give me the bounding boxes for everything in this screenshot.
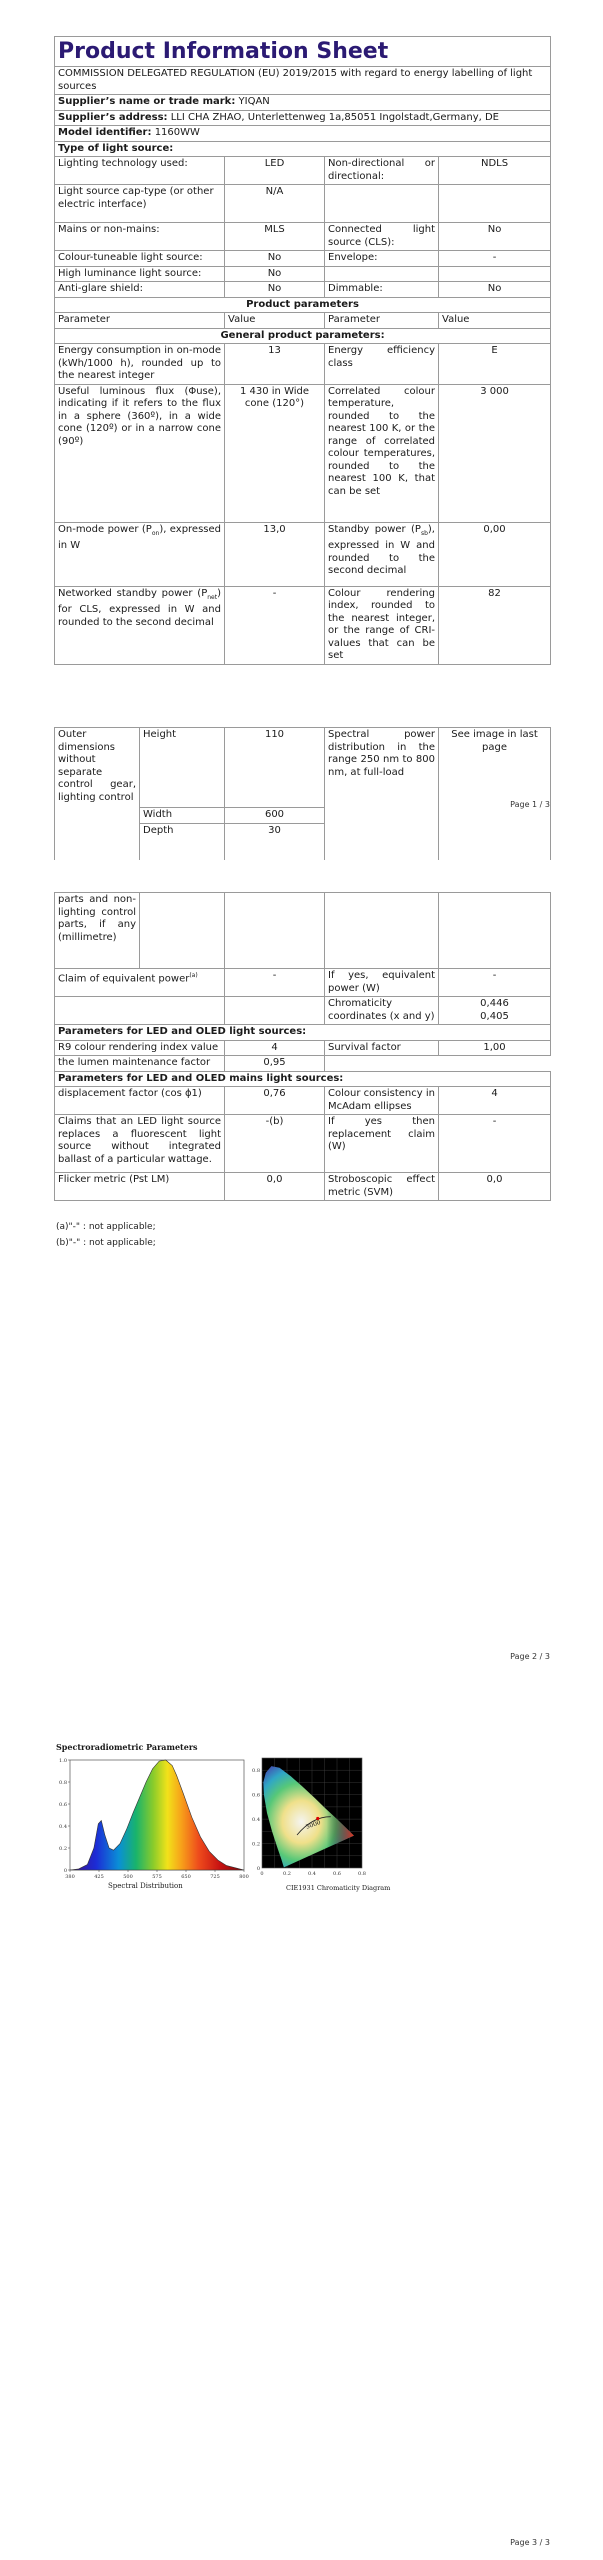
- cap-type-label: Light source cap-type (or other electric interface): [55, 185, 225, 223]
- cie-y-tick-label: 0: [256, 1866, 260, 1872]
- footnote-b: (b)"-" : not applicable;: [56, 1238, 156, 1248]
- consistency-value: 4: [439, 1087, 551, 1115]
- cls-value: No: [439, 223, 551, 251]
- equiv-power-label-text: Claim of equivalent power: [58, 973, 190, 985]
- survival-label: Survival factor: [325, 1040, 439, 1056]
- supplier-value: YIQAN: [238, 96, 270, 107]
- r9-value: 4: [225, 1040, 325, 1056]
- lumen-maint-value: 0,95: [225, 1056, 325, 1072]
- address-row: [55, 110, 551, 126]
- dimensions-table: [54, 727, 551, 864]
- anti-glare-label: Anti-glare shield:: [55, 282, 225, 298]
- energy-label: Energy consumption in on-mode (kWh/1000 h), rounded up to the nearest integer: [55, 344, 225, 385]
- page-2: [0, 860, 603, 1680]
- strobo-value: 0,0: [439, 1173, 551, 1201]
- empty-cell: [325, 266, 439, 282]
- footnote-a: (a)"-" : not applicable;: [56, 1222, 156, 1232]
- address-label: Supplier’s address:: [58, 111, 168, 123]
- x-tick-label: 425: [94, 1874, 104, 1880]
- lighting-tech-value: LED: [225, 157, 325, 185]
- empty-cell: [225, 893, 325, 969]
- chroma-label: Chromaticity coordinates (x and y): [325, 997, 439, 1025]
- supplier-label: Supplier’s name or trade mark:: [58, 96, 236, 107]
- onmode-label-b: ), expressed in W: [58, 523, 222, 551]
- regulation-text: COMMISSION DELEGATED REGULATION (EU) 2019/2015 with regard to energy labelling of light sources: [55, 67, 551, 95]
- colour-tune-value: No: [225, 251, 325, 267]
- cie-y-tick-label: 0.4: [252, 1817, 260, 1824]
- model-label: Model identifier:: [58, 127, 152, 138]
- cie-caption: CIE1931 Chromaticity Diagram: [286, 1884, 391, 1892]
- sheet-title: Product Information Sheet: [55, 37, 551, 67]
- standby-label-b: ), expressed in W and rounded to the second decimal: [328, 523, 435, 576]
- efficiency-class-label: Energy efficiency class: [325, 344, 439, 385]
- standby-value: 0,00: [439, 522, 551, 586]
- y-tick-label: 0.2: [59, 1846, 67, 1852]
- chromaticity-point-label: 3000: [304, 1819, 322, 1831]
- height-value: 110: [225, 728, 325, 808]
- model-row: [55, 126, 551, 142]
- dimmable-label: Dimmable:: [325, 282, 439, 298]
- cls-label: Connected light source (CLS):: [325, 223, 439, 251]
- networked-value: -: [225, 586, 325, 664]
- cie-x-tick-label: 0.6: [333, 1871, 341, 1877]
- y-tick-label: 0.6: [59, 1802, 67, 1808]
- consistency-label: Colour consistency in McAdam ellipses: [325, 1087, 439, 1115]
- empty-cell: [140, 893, 225, 969]
- cie-x-tick-label: 0.8: [358, 1871, 366, 1877]
- onmode-value: 13,0: [225, 522, 325, 586]
- cct-value: 3 000: [439, 384, 551, 522]
- y-tick-label: 0.8: [59, 1780, 67, 1786]
- type-heading: Type of light source:: [55, 141, 551, 157]
- page-number-3: Page 3 / 3: [510, 2538, 550, 2547]
- x-tick-label: 500: [123, 1874, 133, 1880]
- product-params-heading: Product parameters: [55, 297, 551, 313]
- flux-value: 1 430 in Wide cone (120°): [225, 384, 325, 522]
- displacement-label: displacement factor (cos ϕ1): [55, 1087, 225, 1115]
- cap-type-value: N/A: [225, 185, 325, 223]
- dimmable-value: No: [439, 282, 551, 298]
- flicker-value: 0,0: [225, 1173, 325, 1201]
- page-3: [0, 1720, 603, 2560]
- y-tick-label: 0: [63, 1868, 67, 1874]
- cct-label: Correlated colour temperature, rounded to the nearest 100 K, or the range of correlated colour temperatures, rounded to the nearest 100 K, that can be set: [325, 384, 439, 522]
- x-tick-label: 380: [65, 1874, 75, 1880]
- spectro-title: Spectroradiometric Parameters: [56, 1742, 198, 1752]
- col-header-value-2: Value: [439, 313, 551, 329]
- cri-value: 82: [439, 586, 551, 664]
- spectral-distribution-chart: [52, 1754, 252, 1884]
- chroma-x: 0,446: [480, 998, 509, 1009]
- supplier-row: [55, 95, 551, 111]
- colour-tune-label: Colour-tuneable light source:: [55, 251, 225, 267]
- info-table-page2: [54, 892, 551, 1201]
- displacement-value: 0,76: [225, 1087, 325, 1115]
- spd-value: See image in last page: [439, 728, 551, 864]
- envelope-value: -: [439, 251, 551, 267]
- high-lum-label: High luminance light source:: [55, 266, 225, 282]
- lighting-tech-label: Lighting technology used:: [55, 157, 225, 185]
- empty-cell: [439, 1056, 551, 1072]
- dimensions-continued: parts and non-lighting control parts, if any (millimetre): [55, 893, 140, 969]
- cie-axes: [252, 1758, 366, 1877]
- spectral-area: [70, 1760, 244, 1870]
- col-header-parameter-2: Parameter: [325, 313, 439, 329]
- col-header-parameter: Parameter: [55, 313, 225, 329]
- page-number-1: Page 1 / 3: [510, 800, 550, 809]
- lumen-maint-label: the lumen maintenance factor: [55, 1056, 225, 1072]
- cie-y-tick-label: 0.8: [252, 1768, 260, 1775]
- depth-value: 30: [225, 823, 325, 863]
- flux-label: Useful luminous flux (Φuse), indicating if it refers to the flux in a sphere (360º), in a wide cone (120º) or in a narrow cone (90º): [55, 384, 225, 522]
- col-header-value: Value: [225, 313, 325, 329]
- equiv-watt-label: If yes, equivalent power (W): [325, 969, 439, 997]
- spectral-caption: Spectral Distribution: [108, 1882, 183, 1890]
- address-value: LLI CHA ZHAO, Unterlettenweg 1a,85051 Ingolstadt,Germany, DE: [170, 111, 499, 123]
- claims-label: Claims that an LED light source replaces a fluorescent light source without integrated ballast of a particular wattage.: [55, 1115, 225, 1173]
- chroma-values: [439, 997, 551, 1025]
- standby-label: [325, 522, 439, 586]
- onmode-label-a: On-mode power (P: [58, 523, 152, 535]
- onmode-label-sub: on: [151, 529, 160, 537]
- networked-label-a: Networked standby power (P: [58, 587, 208, 599]
- cie-y-tick-label: 0.6: [252, 1792, 260, 1799]
- height-label: Height: [140, 728, 225, 808]
- led-params-heading: Parameters for LED and OLED light sources:: [55, 1025, 551, 1041]
- page-number-2: Page 2 / 3: [510, 1652, 550, 1661]
- envelope-label: Envelope:: [325, 251, 439, 267]
- spd-label: Spectral power distribution in the range 250 nm to 800 nm, at full-load: [325, 728, 439, 864]
- width-label: Width: [140, 808, 225, 824]
- standby-label-a: Standby power (P: [328, 523, 421, 535]
- empty-cell: [55, 997, 225, 1025]
- page-1: [0, 0, 603, 836]
- cie-x-tick-label: 0: [260, 1871, 264, 1877]
- x-tick-label: 650: [181, 1874, 191, 1880]
- y-tick-label: 1.0: [59, 1758, 67, 1764]
- empty-cell: [325, 185, 439, 223]
- x-tick-label: 575: [152, 1874, 162, 1880]
- empty-cell: [325, 893, 439, 969]
- efficiency-class-value: E: [439, 344, 551, 385]
- networked-label: [55, 586, 225, 664]
- high-lum-value: No: [225, 266, 325, 282]
- model-value: 1160WW: [154, 127, 200, 138]
- anti-glare-value: No: [225, 282, 325, 298]
- survival-value: 1,00: [439, 1040, 551, 1056]
- equiv-watt-value: -: [439, 969, 551, 997]
- mains-params-heading: Parameters for LED and OLED mains light sources:: [55, 1071, 551, 1087]
- r9-label: R9 colour rendering index value: [55, 1040, 225, 1056]
- empty-cell: [225, 997, 325, 1025]
- networked-label-sub: net: [207, 593, 218, 601]
- networked-label-b: ) for CLS, expressed in W and rounded to the second decimal: [58, 587, 221, 628]
- onmode-label: [55, 522, 225, 586]
- directional-label: Non-directional or directional:: [325, 157, 439, 185]
- replacement-claim-value: -: [439, 1115, 551, 1173]
- empty-cell: [439, 266, 551, 282]
- cri-label: Colour rendering index, rounded to the nearest integer, or the range of CRI-values that can be set: [325, 586, 439, 664]
- empty-cell: [439, 185, 551, 223]
- cie-x-tick-label: 0.2: [283, 1871, 291, 1877]
- empty-cell: [325, 1056, 439, 1072]
- mains-label: Mains or non-mains:: [55, 223, 225, 251]
- y-tick-label: 0.4: [59, 1824, 67, 1830]
- general-params-heading: General product parameters:: [55, 328, 551, 344]
- equiv-power-sup: (a): [189, 972, 198, 979]
- x-tick-label: 800: [239, 1874, 249, 1880]
- directional-value: NDLS: [439, 157, 551, 185]
- depth-label: Depth: [140, 823, 225, 863]
- equiv-power-value: -: [225, 969, 325, 997]
- standby-label-sub: sb: [420, 529, 428, 537]
- mains-value: MLS: [225, 223, 325, 251]
- cie-y-tick-label: 0.2: [252, 1841, 260, 1848]
- equiv-power-label: [55, 969, 225, 997]
- dimensions-label: Outer dimensions without separate control gear, lighting control: [55, 728, 140, 864]
- energy-value: 13: [225, 344, 325, 385]
- replacement-claim-label: If yes then replacement claim (W): [325, 1115, 439, 1173]
- cie-x-tick-label: 0.4: [308, 1871, 316, 1877]
- x-tick-label: 725: [210, 1874, 220, 1880]
- width-value: 600: [225, 808, 325, 824]
- cie-chromaticity-chart: [250, 1754, 370, 1882]
- flicker-label: Flicker metric (Pst LM): [55, 1173, 225, 1201]
- claims-value: -(b): [225, 1115, 325, 1173]
- chroma-y: 0,405: [480, 1010, 509, 1022]
- empty-cell: [439, 893, 551, 969]
- strobo-label: Stroboscopic effect metric (SVM): [325, 1173, 439, 1201]
- info-table-page1: [54, 36, 551, 665]
